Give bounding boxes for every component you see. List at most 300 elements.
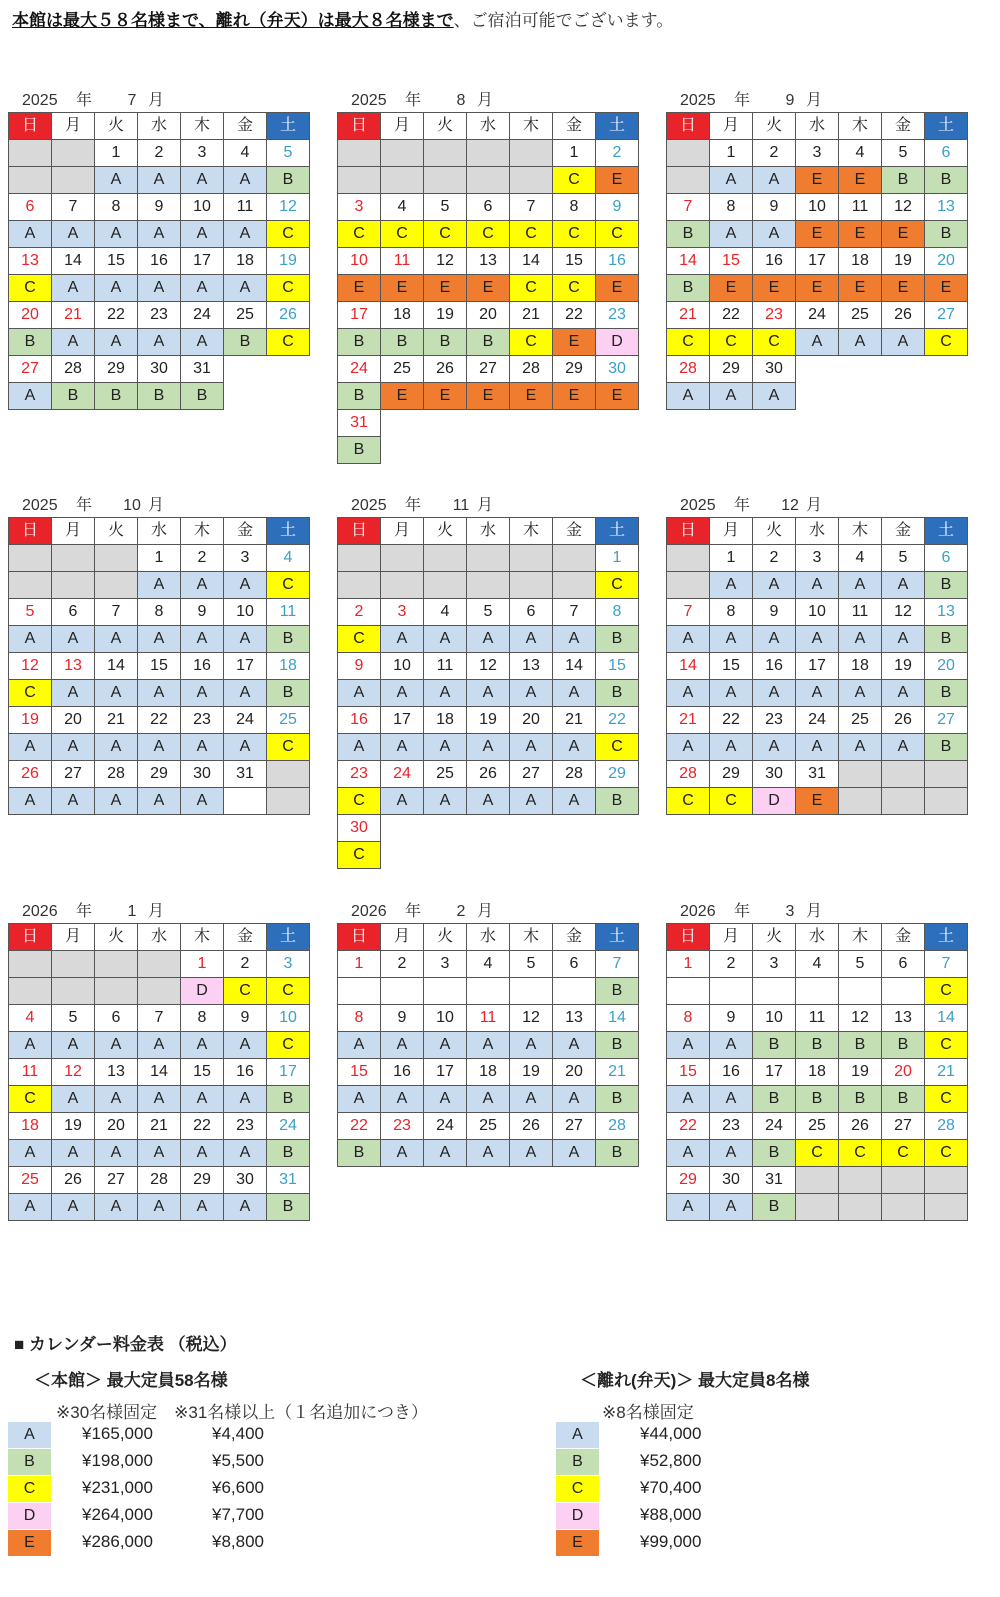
day-number: 26 xyxy=(424,356,467,383)
price-level-cell: B xyxy=(753,1086,796,1113)
year-label: 年 xyxy=(734,497,751,514)
trailing-cell xyxy=(839,356,882,383)
price-level-cell: B xyxy=(9,329,52,356)
price-level-cell: A xyxy=(381,680,424,707)
day-number: 9 xyxy=(338,653,381,680)
trailing-cell xyxy=(224,383,267,410)
price-level-cell: B xyxy=(596,680,639,707)
day-number: 5 xyxy=(882,140,925,167)
day-number: 28 xyxy=(553,761,596,788)
price-level-cell: A xyxy=(710,572,753,599)
weekday-header: 木 xyxy=(510,518,553,545)
price-level-cell: A xyxy=(52,329,95,356)
day-number: 5 xyxy=(882,545,925,572)
trailing-cell xyxy=(839,788,882,815)
day-number: 2 xyxy=(596,140,639,167)
month-year: 2025 xyxy=(351,497,387,514)
price-level-cell: A xyxy=(181,275,224,302)
day-number: 10 xyxy=(796,194,839,221)
price-level-cell: A xyxy=(181,167,224,194)
month-heading xyxy=(680,898,822,922)
blank-cell xyxy=(424,545,467,572)
price-level-cell: A xyxy=(181,788,224,815)
day-number: 8 xyxy=(181,1005,224,1032)
day-number: 24 xyxy=(267,1113,310,1140)
price-level-cell: A xyxy=(138,329,181,356)
additional-person-price: ¥7,700 xyxy=(212,1505,264,1524)
day-number: 6 xyxy=(553,951,596,978)
price-level-cell: A xyxy=(52,1140,95,1167)
month-year: 2025 xyxy=(22,92,58,109)
day-number: 26 xyxy=(510,1113,553,1140)
day-number: 18 xyxy=(796,1059,839,1086)
price-level-cell: A xyxy=(95,788,138,815)
price-level-cell: A xyxy=(9,221,52,248)
day-number: 25 xyxy=(381,356,424,383)
day-number: 5 xyxy=(424,194,467,221)
month-heading xyxy=(351,898,493,922)
calendar-grid xyxy=(666,112,968,410)
price-level-cell: B xyxy=(338,329,381,356)
day-number: 29 xyxy=(596,761,639,788)
day-number: 22 xyxy=(95,302,138,329)
price-level-cell: A xyxy=(467,626,510,653)
day-number: 17 xyxy=(338,302,381,329)
weekday-header: 土 xyxy=(267,924,310,951)
price-level-cell: A xyxy=(510,734,553,761)
blank-cell xyxy=(381,140,424,167)
price-level-cell: A xyxy=(510,1086,553,1113)
calendar-grid xyxy=(337,112,639,464)
day-number: 24 xyxy=(796,707,839,734)
trailing-cell xyxy=(467,410,510,437)
day-number: 13 xyxy=(95,1059,138,1086)
month-heading xyxy=(351,492,493,516)
price-level-cell: A xyxy=(138,167,181,194)
day-number: 8 xyxy=(95,194,138,221)
blank-cell xyxy=(467,140,510,167)
blank-cell xyxy=(9,167,52,194)
day-number: 8 xyxy=(710,599,753,626)
day-number: 5 xyxy=(267,140,310,167)
blank-cell xyxy=(52,978,95,1005)
price-level-cell: A xyxy=(796,734,839,761)
base-price: ¥52,800 xyxy=(640,1451,702,1470)
day-number: 1 xyxy=(181,951,224,978)
weekday-header: 月 xyxy=(52,518,95,545)
day-number: 24 xyxy=(381,761,424,788)
price-level-cell: B xyxy=(753,1140,796,1167)
blank-cell xyxy=(510,140,553,167)
day-number: 11 xyxy=(224,194,267,221)
weekday-header: 土 xyxy=(267,518,310,545)
trailing-cell xyxy=(839,1194,882,1221)
blank-cell xyxy=(667,140,710,167)
weekday-header: 月 xyxy=(381,518,424,545)
day-number: 24 xyxy=(424,1113,467,1140)
weekday-header: 月 xyxy=(381,924,424,951)
price-level-cell: B xyxy=(267,167,310,194)
day-number: 7 xyxy=(667,194,710,221)
day-number: 25 xyxy=(424,761,467,788)
price-level-cell: A xyxy=(467,1086,510,1113)
day-number: 23 xyxy=(338,761,381,788)
price-level-swatch: E xyxy=(556,1530,599,1556)
price-level-cell: A xyxy=(52,1032,95,1059)
day-number: 18 xyxy=(467,1059,510,1086)
price-level-cell: B xyxy=(925,572,968,599)
day-number: 11 xyxy=(839,194,882,221)
price-level-cell: A xyxy=(9,1032,52,1059)
month-label: 月 xyxy=(477,92,494,109)
month-year: 2025 xyxy=(680,497,716,514)
day-number: 2 xyxy=(338,599,381,626)
price-level-swatch: C xyxy=(8,1476,51,1502)
weekday-header: 水 xyxy=(796,113,839,140)
weekday-header: 金 xyxy=(553,113,596,140)
weekday-header: 日 xyxy=(338,113,381,140)
price-level-swatch: A xyxy=(556,1422,599,1448)
day-number: 17 xyxy=(796,248,839,275)
price-level-cell: A xyxy=(52,221,95,248)
price-level-cell: A xyxy=(338,680,381,707)
day-number: 12 xyxy=(882,599,925,626)
day-number: 23 xyxy=(596,302,639,329)
year-label: 年 xyxy=(405,497,422,514)
price-level-cell: A xyxy=(710,221,753,248)
blank-cell xyxy=(138,951,181,978)
price-level-cell: B xyxy=(596,626,639,653)
base-price: ¥286,000 xyxy=(82,1532,153,1551)
price-level-cell: A xyxy=(553,680,596,707)
month-label: 月 xyxy=(806,903,823,920)
price-level-cell: A xyxy=(710,383,753,410)
price-level-cell: B xyxy=(95,383,138,410)
price-level-cell: A xyxy=(381,734,424,761)
day-number: 6 xyxy=(52,599,95,626)
price-level-cell: A xyxy=(138,1086,181,1113)
month-heading xyxy=(351,87,493,111)
blank-cell xyxy=(467,572,510,599)
price-level-cell: E xyxy=(596,383,639,410)
weekday-header: 水 xyxy=(138,518,181,545)
day-number: 29 xyxy=(181,1167,224,1194)
price-level-cell: A xyxy=(224,275,267,302)
day-number: 28 xyxy=(138,1167,181,1194)
price-level-cell: A xyxy=(553,1086,596,1113)
day-number: 11 xyxy=(839,599,882,626)
blank-cell xyxy=(9,140,52,167)
blank-cell xyxy=(138,978,181,1005)
price-level-cell: A xyxy=(424,680,467,707)
price-level-cell: C xyxy=(467,221,510,248)
price-level-swatch: D xyxy=(556,1503,599,1529)
annex-title: ＜離れ(弁天)＞ 最大定員8名様 xyxy=(580,1371,810,1390)
blank-cell xyxy=(9,572,52,599)
day-number: 12 xyxy=(267,194,310,221)
day-number: 19 xyxy=(52,1113,95,1140)
trailing-cell xyxy=(510,842,553,869)
blank-cell xyxy=(95,978,138,1005)
price-level-cell: A xyxy=(138,680,181,707)
day-number: 23 xyxy=(138,302,181,329)
weekday-header: 月 xyxy=(710,924,753,951)
weekday-header: 木 xyxy=(181,518,224,545)
price-level-cell: E xyxy=(510,383,553,410)
trailing-cell xyxy=(796,1167,839,1194)
month-number: 7 xyxy=(127,92,137,109)
price-level-cell: A xyxy=(882,626,925,653)
day-number: 6 xyxy=(510,599,553,626)
day-number: 14 xyxy=(52,248,95,275)
blank-cell xyxy=(95,951,138,978)
price-level-cell: A xyxy=(138,221,181,248)
day-number: 31 xyxy=(224,761,267,788)
price-level-cell: C xyxy=(267,221,310,248)
price-level-cell: A xyxy=(181,572,224,599)
price-level-cell: A xyxy=(510,788,553,815)
price-level-cell: E xyxy=(753,275,796,302)
day-number: 15 xyxy=(710,653,753,680)
day-number: 26 xyxy=(839,1113,882,1140)
price-level-cell: A xyxy=(510,626,553,653)
price-level-cell: A xyxy=(839,572,882,599)
day-number: 24 xyxy=(338,356,381,383)
weekday-header: 月 xyxy=(52,924,95,951)
capacity-notice-normal: 、ご宿泊可能でございます。 xyxy=(453,11,674,30)
price-level-cell: B xyxy=(338,437,381,464)
month-year: 2026 xyxy=(351,903,387,920)
day-number: 27 xyxy=(925,302,968,329)
day-number: 3 xyxy=(381,599,424,626)
day-number: 11 xyxy=(9,1059,52,1086)
price-level-cell: A xyxy=(138,572,181,599)
price-level-cell: C xyxy=(925,1140,968,1167)
weekday-header: 水 xyxy=(467,518,510,545)
day-number: 31 xyxy=(267,1167,310,1194)
month-label: 月 xyxy=(477,497,494,514)
blank-cell xyxy=(553,545,596,572)
day-number: 10 xyxy=(224,599,267,626)
day-number: 27 xyxy=(95,1167,138,1194)
blank-cell xyxy=(52,167,95,194)
day-number: 27 xyxy=(9,356,52,383)
month-year: 2026 xyxy=(22,903,58,920)
price-level-cell: A xyxy=(224,1194,267,1221)
day-number: 30 xyxy=(710,1167,753,1194)
blank-cell xyxy=(424,167,467,194)
price-level-cell: A xyxy=(753,221,796,248)
base-price: ¥44,000 xyxy=(640,1424,702,1443)
trailing-cell xyxy=(796,1194,839,1221)
day-number: 20 xyxy=(925,653,968,680)
blank-cell xyxy=(9,978,52,1005)
day-number: 17 xyxy=(381,707,424,734)
price-level-cell: E xyxy=(882,275,925,302)
day-number: 7 xyxy=(596,951,639,978)
price-level-cell: A xyxy=(95,734,138,761)
price-level-cell: A xyxy=(9,626,52,653)
day-number: 26 xyxy=(9,761,52,788)
price-level-cell: C xyxy=(667,788,710,815)
blank-cell xyxy=(510,572,553,599)
price-level-cell: A xyxy=(424,788,467,815)
day-number: 20 xyxy=(52,707,95,734)
weekday-header: 金 xyxy=(553,924,596,951)
price-level-cell: A xyxy=(667,626,710,653)
trailing-cell xyxy=(267,761,310,788)
day-number: 23 xyxy=(181,707,224,734)
day-number: 17 xyxy=(267,1059,310,1086)
weekday-header: 日 xyxy=(667,924,710,951)
price-level-cell: C xyxy=(596,734,639,761)
price-level-cell: A xyxy=(753,572,796,599)
price-level-cell: C xyxy=(338,626,381,653)
price-level-cell: A xyxy=(381,788,424,815)
price-level-cell: E xyxy=(710,275,753,302)
blank-cell xyxy=(381,167,424,194)
trailing-cell xyxy=(467,815,510,842)
weekday-header: 日 xyxy=(338,518,381,545)
price-level-cell: A xyxy=(181,221,224,248)
day-number: 11 xyxy=(424,653,467,680)
day-number: 18 xyxy=(224,248,267,275)
price-level-cell: A xyxy=(510,680,553,707)
day-number: 31 xyxy=(181,356,224,383)
price-level-cell: B xyxy=(338,1140,381,1167)
day-number: 2 xyxy=(381,951,424,978)
day-number: 4 xyxy=(796,951,839,978)
price-level-cell: A xyxy=(753,383,796,410)
day-number: 27 xyxy=(553,1113,596,1140)
year-label: 年 xyxy=(76,497,93,514)
price-level-cell: A xyxy=(467,680,510,707)
additional-person-price: ¥4,400 xyxy=(212,1424,264,1443)
day-number: 16 xyxy=(338,707,381,734)
day-number: 19 xyxy=(882,653,925,680)
trailing-cell xyxy=(925,356,968,383)
day-number: 19 xyxy=(9,707,52,734)
price-level-cell: A xyxy=(553,734,596,761)
day-number: 25 xyxy=(839,302,882,329)
day-number: 22 xyxy=(596,707,639,734)
price-level-cell: A xyxy=(796,626,839,653)
price-level-cell: A xyxy=(839,734,882,761)
price-level-cell: C xyxy=(9,275,52,302)
calendar-grid xyxy=(337,517,639,869)
base-price: ¥231,000 xyxy=(82,1478,153,1497)
price-level-cell: A xyxy=(95,680,138,707)
price-level-cell: A xyxy=(796,680,839,707)
day-number: 18 xyxy=(424,707,467,734)
price-level-cell: D xyxy=(596,329,639,356)
day-number: 15 xyxy=(596,653,639,680)
blank-cell xyxy=(338,545,381,572)
calendar-grid xyxy=(337,923,639,1167)
price-level-cell: E xyxy=(381,275,424,302)
price-level-cell xyxy=(224,788,267,815)
day-number: 9 xyxy=(381,1005,424,1032)
day-number: 7 xyxy=(553,599,596,626)
day-number: 28 xyxy=(667,356,710,383)
weekday-header: 金 xyxy=(882,113,925,140)
price-level-cell: E xyxy=(839,221,882,248)
day-number: 23 xyxy=(224,1113,267,1140)
day-number: 3 xyxy=(796,545,839,572)
day-number: 28 xyxy=(510,356,553,383)
day-number: 21 xyxy=(596,1059,639,1086)
price-level-cell xyxy=(467,978,510,1005)
calendar-grid xyxy=(666,517,968,815)
day-number: 7 xyxy=(510,194,553,221)
day-number: 6 xyxy=(467,194,510,221)
day-number: 23 xyxy=(381,1113,424,1140)
price-level-cell: C xyxy=(338,788,381,815)
price-level-cell: B xyxy=(667,275,710,302)
day-number: 8 xyxy=(710,194,753,221)
day-number: 24 xyxy=(796,302,839,329)
price-level-cell: E xyxy=(467,383,510,410)
price-level-cell: C xyxy=(267,1032,310,1059)
price-level-cell: A xyxy=(424,1086,467,1113)
blank-cell xyxy=(381,545,424,572)
price-level-cell: C xyxy=(839,1140,882,1167)
day-number: 9 xyxy=(181,599,224,626)
price-level-cell: A xyxy=(181,734,224,761)
day-number: 4 xyxy=(839,140,882,167)
month-year: 2025 xyxy=(351,92,387,109)
trailing-cell xyxy=(267,356,310,383)
price-level-cell: B xyxy=(181,383,224,410)
price-level-cell: C xyxy=(267,734,310,761)
price-level-cell: A xyxy=(224,167,267,194)
price-level-cell: A xyxy=(181,626,224,653)
day-number: 9 xyxy=(710,1005,753,1032)
price-level-cell: C xyxy=(710,788,753,815)
day-number: 22 xyxy=(553,302,596,329)
price-level-swatch: C xyxy=(556,1476,599,1502)
day-number: 8 xyxy=(138,599,181,626)
month-heading xyxy=(22,87,164,111)
month-number: 8 xyxy=(456,92,466,109)
day-number: 5 xyxy=(510,951,553,978)
day-number: 16 xyxy=(138,248,181,275)
price-level-cell xyxy=(667,978,710,1005)
price-level-cell: A xyxy=(381,1032,424,1059)
price-level-cell: A xyxy=(224,1086,267,1113)
day-number: 12 xyxy=(839,1005,882,1032)
day-number: 3 xyxy=(181,140,224,167)
blank-cell xyxy=(424,140,467,167)
price-level-cell: B xyxy=(267,680,310,707)
price-level-swatch: B xyxy=(556,1449,599,1475)
weekday-header: 月 xyxy=(710,518,753,545)
day-number: 26 xyxy=(52,1167,95,1194)
weekday-header: 金 xyxy=(224,113,267,140)
trailing-cell xyxy=(839,1167,882,1194)
trailing-cell xyxy=(381,815,424,842)
day-number: 31 xyxy=(796,761,839,788)
month-number: 11 xyxy=(452,497,470,514)
weekday-header: 月 xyxy=(381,113,424,140)
price-level-cell xyxy=(710,978,753,1005)
base-price: ¥198,000 xyxy=(82,1451,153,1470)
day-number: 13 xyxy=(553,1005,596,1032)
day-number: 2 xyxy=(181,545,224,572)
day-number: 5 xyxy=(9,599,52,626)
price-level-cell: E xyxy=(796,167,839,194)
weekday-header: 土 xyxy=(596,924,639,951)
